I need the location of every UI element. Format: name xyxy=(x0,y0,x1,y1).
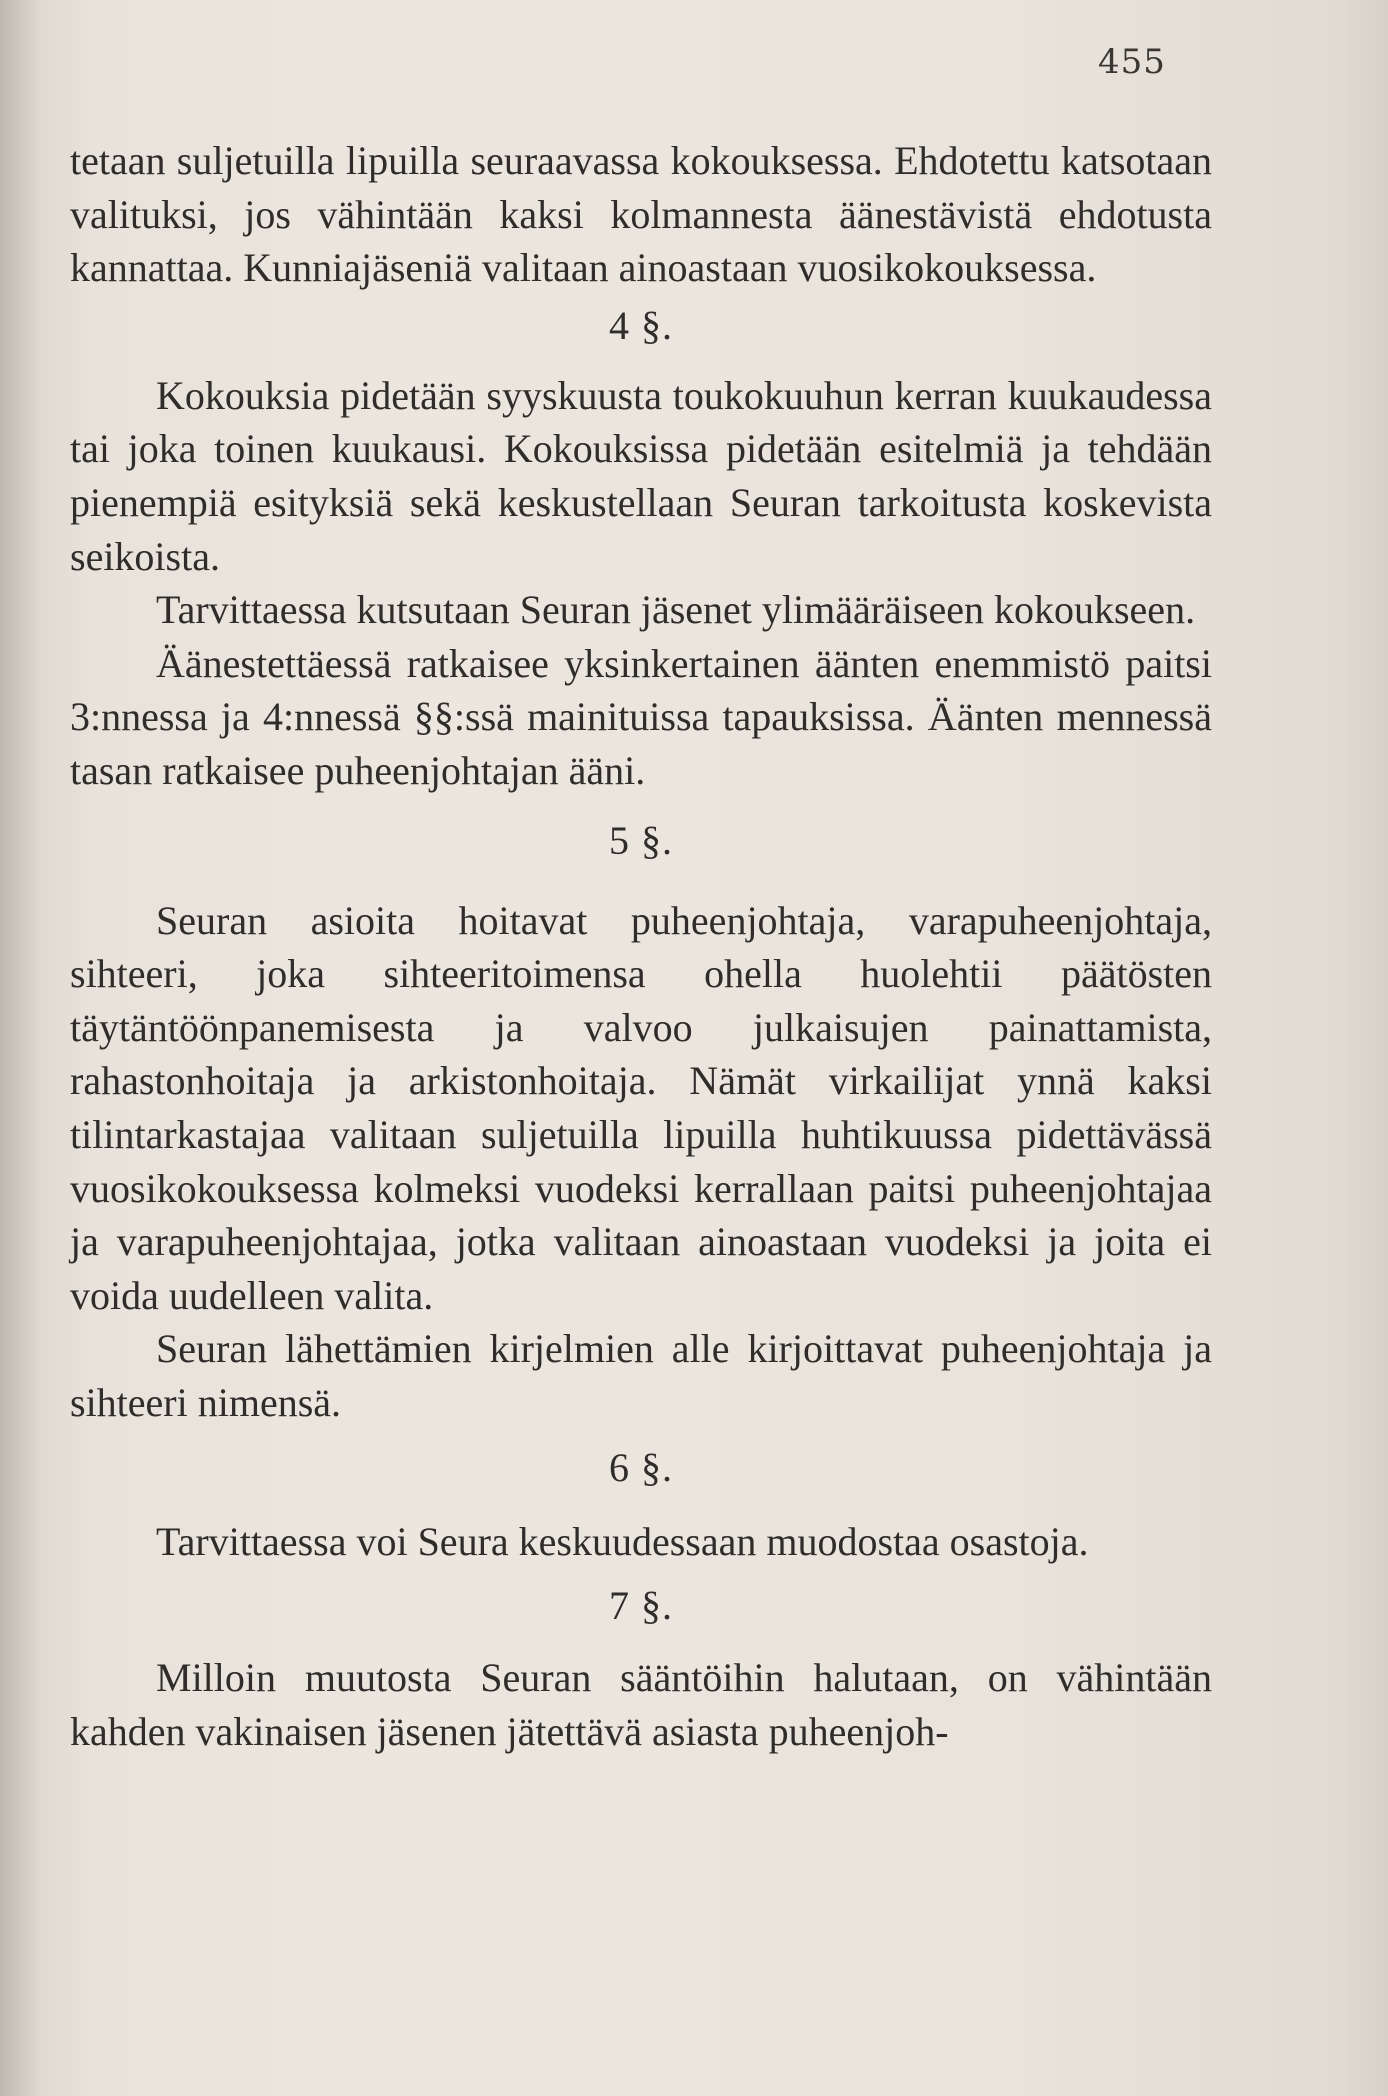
page-number: 455 xyxy=(1098,42,1166,82)
paragraph-amendments: Milloin muutosta Seuran sääntöihin halutaan, on vähintään kahden vakinaisen jäsenen jätettävä asiasta puheenjoh- xyxy=(70,1655,1212,1754)
paragraph-letters: Seuran lähettämien kirjelmien alle kirjoittavat puheenjohtaja ja sihteeri nimensä. xyxy=(70,1326,1212,1425)
paragraph-continued: tetaan suljetuilla lipuilla seuraavassa kokouksessa. Ehdotettu katsotaan valituksi, jos vähintään kaksi kolmannesta äänestävistä ehdotusta kannattaa. Kunniajäseniä valitaan ainoastaan vuosikokouksessa. xyxy=(70,138,1212,291)
section-heading-4: 4 §. xyxy=(609,302,673,348)
section-heading-6: 6 §. xyxy=(609,1445,673,1491)
section-heading-5: 5 §. xyxy=(609,817,673,863)
body-text xyxy=(70,134,1212,1758)
paragraph-meetings: Kokouksia pidetään syyskuusta toukokuuhun kerran kuukaudessa tai joka toinen kuukausi. Kokouksissa pidetään esitelmiä ja tehdään pienempiä esityksiä sekä keskustellaan Seuran tarkoitusta koskevista seikoista. xyxy=(70,372,1212,579)
paragraph-voting: Äänestettäessä ratkaisee yksinkertainen äänten enemmistö paitsi 3:nnessa ja 4:nnessä §§:ssä mainituissa tapauksissa. Äänten mennessä tasan ratkaisee puheenjohtajan ääni. xyxy=(70,640,1212,793)
paragraph-extra-meetings: Tarvittaessa kutsutaan Seuran jäsenet ylimääräiseen kokoukseen. xyxy=(156,587,1196,633)
paragraph-sections: Tarvittaessa voi Seura keskuudessaan muodostaa osastoja. xyxy=(156,1519,1089,1565)
section-heading-7: 7 §. xyxy=(609,1583,673,1629)
paragraph-officers: Seuran asioita hoitavat puheenjohtaja, varapuheenjohtaja, sihteeri, joka sihteeritoimensa ohella huolehtii päätösten täytäntöönpanemisesta ja valvoo julkaisujen painattamista, rahastonhoitaja ja arkistonhoitaja. Nämät virkailijat ynnä kaksi tilintarkastajaa valitaan suljetuilla lipuilla huhtikuussa pidettävässä vuosikokouksessa kolmeksi vuodeksi kerrallaan paitsi puheenjohtajaa ja varapuheenjohtajaa, jotka valitaan ainoastaan vuodeksi ja joita ei voida uudelleen valita. xyxy=(70,897,1212,1318)
